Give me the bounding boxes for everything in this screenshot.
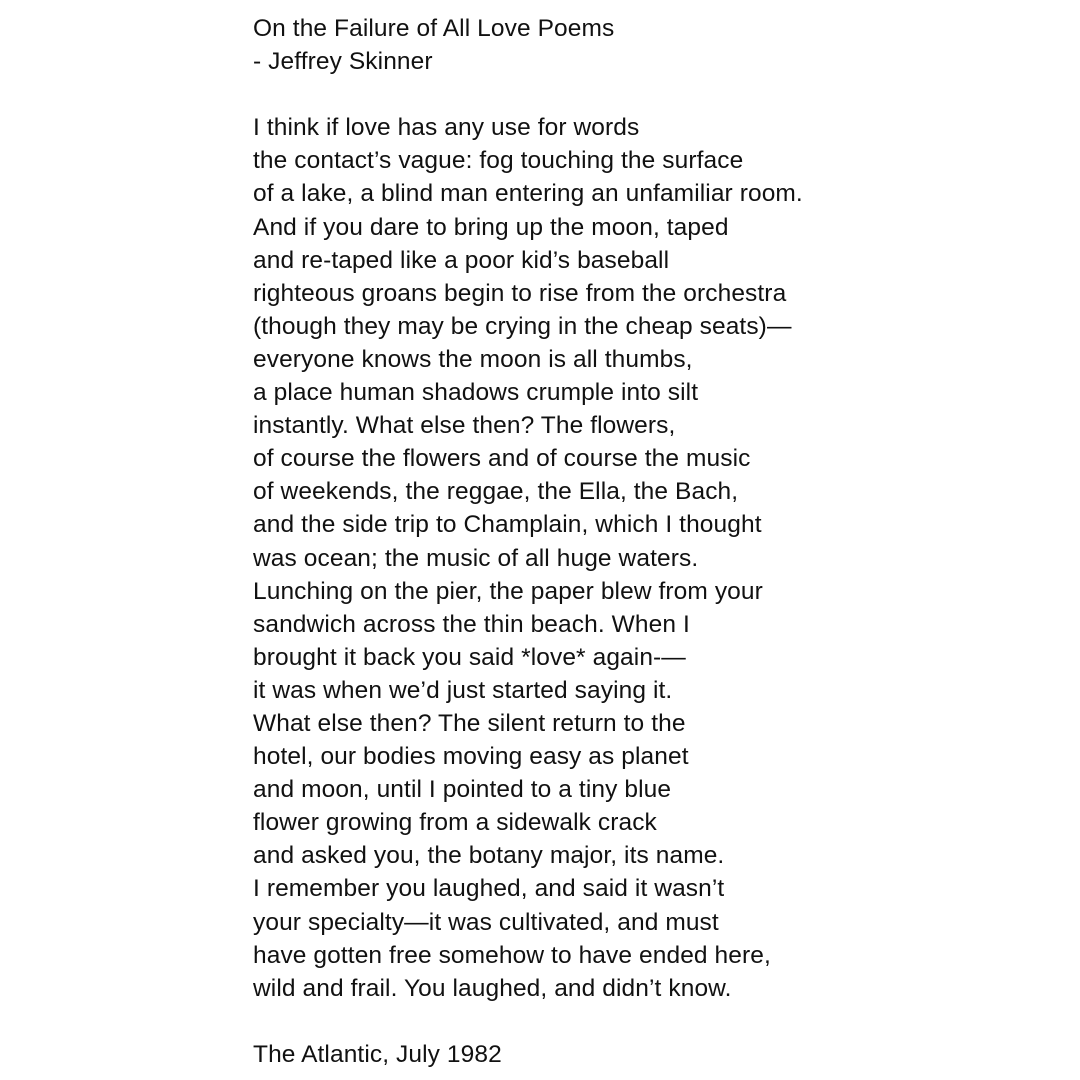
poem-line: of a lake, a blind man entering an unfamiliar room.	[253, 180, 803, 208]
poem-source: The Atlantic, July 1982	[253, 1040, 502, 1068]
poem-line: (though they may be crying in the cheap seats)—	[253, 312, 792, 340]
stanza-gap	[253, 78, 1053, 111]
poem-line: I think if love has any use for words	[253, 114, 640, 142]
poem-text-block	[253, 12, 1053, 1071]
poem-line: and the side trip to Champlain, which I thought	[253, 511, 762, 539]
poem-line: Lunching on the pier, the paper blew from your	[253, 577, 763, 605]
poem-line: of weekends, the reggae, the Ella, the Bach,	[253, 478, 739, 506]
poem-line: everyone knows the moon is all thumbs,	[253, 345, 693, 373]
poem-line: wild and frail. You laughed, and didn’t know.	[253, 974, 732, 1002]
poem-line: and asked you, the botany major, its name.	[253, 842, 725, 870]
poem-line: of course the flowers and of course the music	[253, 445, 751, 473]
poem-line: And if you dare to bring up the moon, taped	[253, 213, 729, 241]
poem-line: instantly. What else then? The flowers,	[253, 412, 676, 440]
poem-line: hotel, our bodies moving easy as planet	[253, 743, 689, 771]
poem-line: a place human shadows crumple into silt	[253, 379, 699, 407]
poem-author: - Jeffrey Skinner	[253, 48, 433, 76]
poem-line: was ocean; the music of all huge waters.	[253, 544, 699, 572]
poem-line: and moon, until I pointed to a tiny blue	[253, 776, 672, 804]
poem-line: the contact’s vague: fog touching the surface	[253, 147, 744, 175]
poem-line: righteous groans begin to rise from the orchestra	[253, 279, 787, 307]
poem-line: and re-taped like a poor kid’s baseball	[253, 246, 670, 274]
poem-body	[253, 111, 1053, 1005]
stanza-gap	[253, 1005, 1053, 1038]
poem-line: I remember you laughed, and said it wasn’t	[253, 875, 725, 903]
poem-line: your specialty—it was cultivated, and must	[253, 908, 719, 936]
poem-line: it was when we’d just started saying it.	[253, 676, 673, 704]
poem-title: On the Failure of All Love Poems	[253, 15, 615, 42]
poem-line: sandwich across the thin beach. When I	[253, 610, 690, 638]
poem-line: have gotten free somehow to have ended here,	[253, 941, 771, 969]
poem-line: brought it back you said *love* again-—	[253, 643, 686, 671]
poem-line: What else then? The silent return to the	[253, 709, 686, 737]
poem-line: flower growing from a sidewalk crack	[253, 809, 657, 837]
